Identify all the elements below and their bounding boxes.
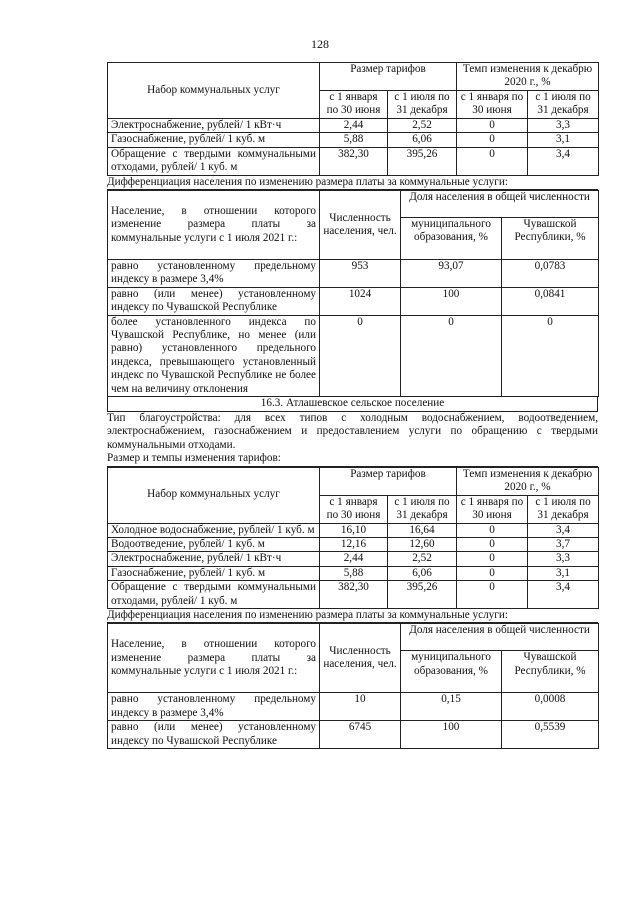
population-label: более установленного индекса по Чувашской Республике, но менее (или равно) установленного предельного индекса, превышающего установленный индекс по Чувашской Республике не более чем на величину отклонения xyxy=(108,315,320,396)
republic-share: 0,5539 xyxy=(502,721,599,749)
header-count: Численность населения, чел. xyxy=(320,624,401,693)
section-title: 16.3. Атлашевское сельское поселение xyxy=(107,397,598,411)
service-name: Газоснабжение, рублей/ 1 куб. м xyxy=(108,566,320,580)
tariff-value: 5,88 xyxy=(320,133,388,147)
table-row xyxy=(108,133,599,147)
header-services: Набор коммунальных услуг xyxy=(108,467,320,523)
header-tariff-size: Размер тарифов xyxy=(320,467,457,495)
header-tariff-size: Размер тарифов xyxy=(320,63,457,91)
municipal-share: 93,07 xyxy=(401,260,502,288)
header-rate-change: Темп изменения к декабрю 2020 г., % xyxy=(457,467,599,495)
header-republic: Чувашской Республики, % xyxy=(502,218,599,260)
header-rate-change: Темп изменения к декабрю 2020 г., % xyxy=(457,63,599,91)
population-label: равно установленному предельному индексу в размере 3,4% xyxy=(108,693,320,721)
tariff-value: 2,52 xyxy=(388,552,457,566)
rate-value: 3,1 xyxy=(528,566,599,580)
rate-value: 3,1 xyxy=(528,133,599,147)
header-rate-jan-jun: с 1 января по 30 июня xyxy=(457,91,528,119)
header-rate-jul-dec: с 1 июля по 31 декабря xyxy=(528,91,599,119)
table-row xyxy=(108,721,599,749)
rate-value: 3,4 xyxy=(528,581,599,609)
table-row xyxy=(108,552,599,566)
service-name: Водоотведение, рублей/ 1 куб. м xyxy=(108,538,320,552)
tariff-value: 2,52 xyxy=(388,119,457,133)
header-share: Доля населения в общей численности xyxy=(401,191,599,218)
tariff-value: 5,88 xyxy=(320,566,388,580)
rate-value: 3,3 xyxy=(528,119,599,133)
table-row xyxy=(108,119,599,133)
header-jul-dec: с 1 июля по 31 декабря xyxy=(388,495,457,523)
tariff-value: 382,30 xyxy=(320,147,388,175)
service-name: Газоснабжение, рублей/ 1 куб. м xyxy=(108,133,320,147)
header-population: Население, в отношении которого изменение размера платы за коммунальные услуги с 1 июля 2021 г.: xyxy=(108,624,320,693)
header-jan-jun: с 1 января по 30 июня xyxy=(320,91,388,119)
municipal-share: 0,15 xyxy=(401,693,502,721)
tariff-value: 6,06 xyxy=(388,566,457,580)
rate-value: 0 xyxy=(457,523,528,537)
tariffs-table-2 xyxy=(107,467,599,609)
rate-value: 3,4 xyxy=(528,147,599,175)
header-republic: Чувашской Республики, % xyxy=(502,651,599,693)
service-name: Обращение с твердыми коммунальными отходами, рублей/ 1 куб. м xyxy=(108,147,320,175)
differentiation-title: Дифференциация населения по изменению размера платы за коммунальные услуги: xyxy=(107,609,598,623)
tariff-value: 16,64 xyxy=(388,523,457,537)
tariff-value: 12,60 xyxy=(388,538,457,552)
tariff-value: 2,44 xyxy=(320,119,388,133)
table-row xyxy=(108,315,599,396)
republic-share: 0,0783 xyxy=(502,260,599,288)
tariff-value: 395,26 xyxy=(388,147,457,175)
page-content xyxy=(107,62,598,412)
rate-value: 3,3 xyxy=(528,552,599,566)
tariff-value: 16,10 xyxy=(320,523,388,537)
municipal-share: 100 xyxy=(401,721,502,749)
section-2 xyxy=(107,412,598,749)
service-name: Холодное водоснабжение, рублей/ 1 куб. м xyxy=(108,523,320,537)
service-name: Электроснабжение, рублей/ 1 кВт·ч xyxy=(108,552,320,566)
service-name: Обращение с твердыми коммунальными отходами, рублей/ 1 куб. м xyxy=(108,581,320,609)
population-count: 6745 xyxy=(320,721,401,749)
rate-value: 0 xyxy=(457,147,528,175)
tariff-value: 2,44 xyxy=(320,552,388,566)
table-row xyxy=(108,566,599,580)
table-row xyxy=(108,581,599,609)
table-row xyxy=(108,538,599,552)
rate-value: 0 xyxy=(457,133,528,147)
rate-value: 0 xyxy=(457,552,528,566)
population-label: равно установленному предельному индексу в размере 3,4% xyxy=(108,260,320,288)
table-row xyxy=(108,693,599,721)
header-municipal: муниципального образования, % xyxy=(401,218,502,260)
republic-share: 0,0841 xyxy=(502,287,599,315)
rate-value: 3,7 xyxy=(528,538,599,552)
header-share: Доля населения в общей численности xyxy=(401,624,599,651)
municipal-share: 100 xyxy=(401,287,502,315)
tariff-value: 395,26 xyxy=(388,581,457,609)
population-count: 0 xyxy=(320,315,401,396)
table-row xyxy=(108,260,599,288)
differentiation-table-2 xyxy=(107,623,599,749)
header-rate-jan-jun: с 1 января по 30 июня xyxy=(457,495,528,523)
rate-value: 3,4 xyxy=(528,523,599,537)
population-count: 953 xyxy=(320,260,401,288)
table-row xyxy=(108,287,599,315)
differentiation-table-1 xyxy=(107,190,599,397)
rate-value: 0 xyxy=(457,119,528,133)
population-label: равно (или менее) установленному индексу по Чувашской Республике xyxy=(108,287,320,315)
header-rate-jul-dec: с 1 июля по 31 декабря xyxy=(528,495,599,523)
table-row xyxy=(108,147,599,175)
tariff-value: 382,30 xyxy=(320,581,388,609)
service-name: Электроснабжение, рублей/ 1 кВт·ч xyxy=(108,119,320,133)
republic-share: 0,0008 xyxy=(502,693,599,721)
header-count: Численность населения, чел. xyxy=(320,191,401,260)
rate-value: 0 xyxy=(457,566,528,580)
header-jan-jun: с 1 января по 30 июня xyxy=(320,495,388,523)
header-services: Набор коммунальных услуг xyxy=(108,63,320,119)
differentiation-title: Дифференциация населения по изменению размера платы за коммунальные услуги: xyxy=(107,176,598,190)
header-municipal: муниципального образования, % xyxy=(401,651,502,693)
republic-share: 0 xyxy=(502,315,599,396)
population-count: 10 xyxy=(320,693,401,721)
improvement-type-text: Тип благоустройства: для всех типов с холодным водоснабжением, водоотведением, электроснабжением, газоснабжением и предоставлением услуги по обращению с твердыми коммунальными отходами. xyxy=(107,412,598,451)
tariff-value: 12,16 xyxy=(320,538,388,552)
rate-value: 0 xyxy=(457,538,528,552)
tariffs-label: Размер и темпы изменения тарифов: xyxy=(107,452,598,466)
page-number: 128 xyxy=(311,37,329,51)
population-count: 1024 xyxy=(320,287,401,315)
header-jul-dec: с 1 июля по 31 декабря xyxy=(388,91,457,119)
tariff-value: 6,06 xyxy=(388,133,457,147)
table-row xyxy=(108,523,599,537)
municipal-share: 0 xyxy=(401,315,502,396)
tariffs-table-1 xyxy=(107,62,599,176)
population-label: равно (или менее) установленному индексу по Чувашской Республике xyxy=(108,721,320,749)
header-population: Население, в отношении которого изменение размера платы за коммунальные услуги с 1 июля 2021 г.: xyxy=(108,191,320,260)
rate-value: 0 xyxy=(457,581,528,609)
